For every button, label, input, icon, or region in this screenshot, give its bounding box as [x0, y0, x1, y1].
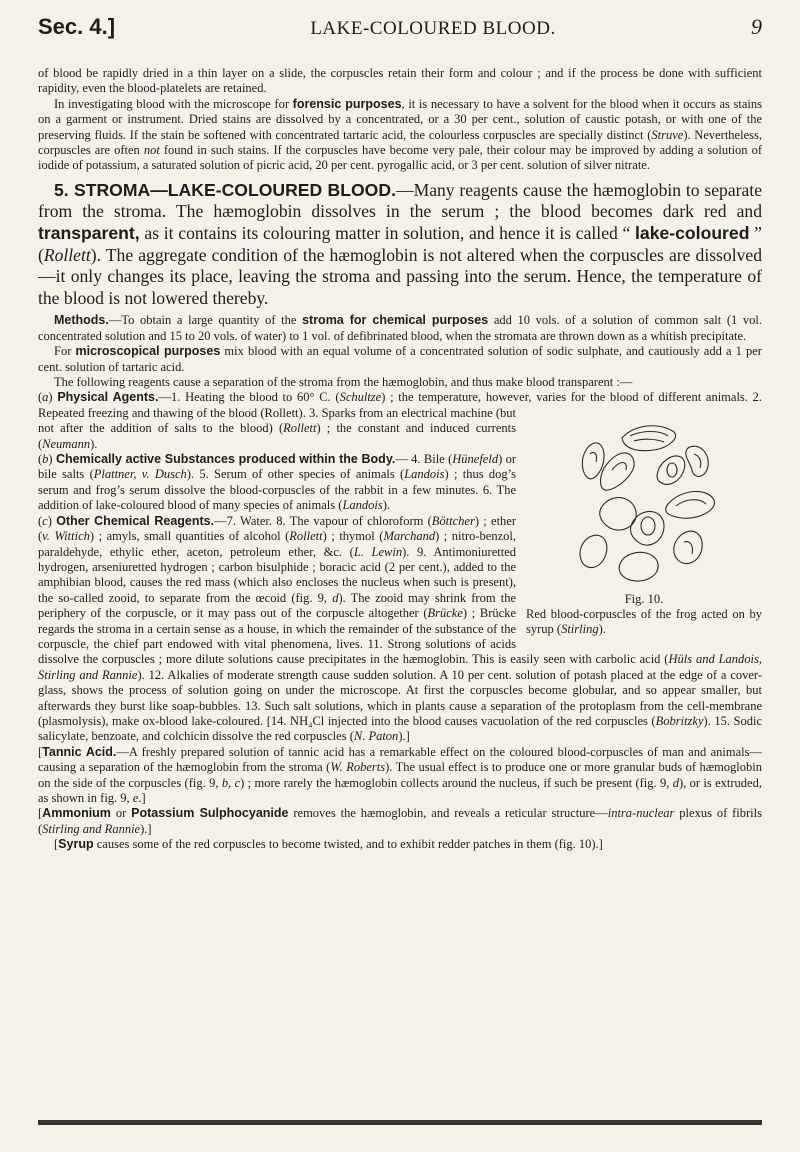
- paragraph-ammonium: [Ammonium or Potassium Sulphocyanide removes the hæmoglobin, and reveals a reticular structure—intra-nuclear plexus of fibrils (Stirling and Rannie).]: [38, 806, 762, 836]
- corpuscle-1: [622, 426, 676, 451]
- book-page: [38, 0, 762, 1152]
- chapter-title: LAKE-COLOURED BLOOD.: [310, 18, 556, 39]
- page-number: 9: [750, 14, 762, 39]
- section-heading-stroma: 5. STROMA—LAKE-COLOURED BLOOD.—Many reagents cause the hæmoglobin to separate from the stroma. The hæmoglobin dissolves in the serum ; the blood becomes dark red and transparent, as it contains its colouring matter in solution, and hence it is called “ lake-coloured ” (Rollett). The aggregate condition of the hæmoglobin is not altered when the corpuscles are dissolved—it only changes its place, leaving the stroma and passing into the serum. Hence, the temperature of the blood is not lowered thereby.: [38, 179, 762, 308]
- paragraph-forensic: In investigating blood with the microscope for forensic purposes, it is necessary to have a solvent for the blood when it occurs as stains on a garment or instrument. Dried stains are dissolved by a concentrated, or a 30 per cent., solution of caustic potash, or with one of the preserving fluids. If the stain be softened with concentrated tartaric acid, the colourless corpuscles are specially distinct (Struve). Nevertheless, corpuscles are often not found in such stains. If the corpuscles have become very pale, their colour may be improved by adding a solution of iodide of potassium, a saturated solution of picric acid, 20 per cent. pyrogallic acid, or 3 per cent. solution of silver nitrate.: [38, 96, 762, 173]
- paragraph-dried-blood: of blood be rapidly dried in a thin layer on a slide, the corpuscles retain their form and colour ; and if the process be done with sufficient rapidity, even the blood-platelets are retained.: [38, 66, 762, 96]
- section-title: 5. STROMA—LAKE-COLOURED BLOOD.: [54, 179, 396, 200]
- corpuscle-4: [657, 456, 685, 484]
- body-text: [38, 66, 762, 853]
- figure-caption: Red blood-corpuscles of the frog acted on by syrup (Stirling).: [526, 606, 762, 637]
- list-item-c: (c) Other Chemical Reagents.—7. Water. 8. The vapour of chloroform (Böttcher) ; ether (v. Wittich) ; amyls, small quantities of alcohol (Rollett) ; thymol (Marchand) ; nitro-benzol, paraldehyde, ethylic ether, aceton, petroleum ether, &c. (L. Lewin). 9. Antimoniuretted hydrogen, arseniuretted hydrogen ; carbon bisulphide ; boracic acid (2 per cent.), added to the amphibian blood, causes the red mass (which also encloses the nucleus when such is present), the so-called zooid, to separate from the œcoid (fig. 9, d). The zooid may shrink from the periphery of the corpuscle, or it may pass out of the corpuscle altogether (Brücke) ; Brücke regards the stroma in a certain sense as a house, in which the remainder of the substance of the corpuscle, the chief part endowed with vital phenomena, lives. 11. Strong solutions of acids dissolve the corpuscles ; more dilute solutions cause precipitates in the hæmoglobin. This is easily seen with carbolic acid (Hüls and Landois, Stirling and Rannie). 12. Alkalies of moderate strength cause sudden solution. A 10 per cent. solution of potash placed at the edge of a cover-glass, shows the process of solution going on under the microscope. At first the corpuscles become globular, and so appear smaller, but afterwards they burst like soap-bubbles. 13. Such salt solutions, which in plants cause a separation of the protoplasm from the cell-membrane (plasmolysis), make ox-blood lake-coloured. [14. NH₄Cl injected into the blood causes vacuolation of the red corpuscles (Bobritzky). 15. Sodic salicylate, benzoate, and colchicin dissolve the red corpuscles (N. Paton).]: [38, 513, 763, 744]
- figure-label: Fig. 10.: [624, 591, 664, 606]
- corpuscle-5: [686, 446, 708, 476]
- paragraph-physical-agents: (a) Physical Agents.—1. Heating the blood to 60° C. (Schultze) ; the temperature, however, varies for the blood of different animals. 2. Repeated freezing and thawing of the blood ( Fig. 10. Red blood-corpuscles of the frog acted on by syrup (Stirling). Rollett). 3. Sparks from an electrical machine (but not after the addition of salts to the blood) (Rollett) ; the constant and induced currents (Neumann). (b) Chemically active Substances produced within the Body.— 4. Bile (Hünefeld) or bile salts (Plattner, v. Dusch). 5. Serum of other species of animals (Landois) ; thus dog’s serum and frog’s serum dissolve the blood-corpuscles of the rabbit in a few minutes. 6. The addition of lake-coloured blood of many species of animals (Landois). (c) Other Chemical Reagents.—7. Water. 8. The vapour of chloroform (Böttcher) ; ether (v. Wittich) ; amyls, small quantities of alcohol (Rollett) ; thymol (Marchand) ; nitro-benzol, paraldehyde, ethylic ether, aceton, petroleum ether, &c. (L. Lewin). 9. Antimoniuretted hydrogen, arseniuretted hydrogen ; carbon bisulphide ; boracic acid (2 per cent.), added to the amphibian blood, causes the red mass (which also encloses the nucleus when such is present), the so-called zooid, to separate from the œcoid (fig. 9, d). The zooid may shrink from the periphery of the corpuscle, or it may pass out of the corpuscle altogether (Brücke) ; Brücke regards the stroma in a certain sense as a house, in which the remainder of the substance of the corpuscle, the chief part endowed with vital phenomena, lives. 11. Strong solutions of acids dissolve the corpuscles ; more dilute solutions cause precipitates in the hæmoglobin. This is easily seen with carbolic acid (Hüls and Landois, Stirling and Rannie). 12. Alkalies of moderate strength cause sudden solution. A 10 per cent. solution of potash placed at the edge of a cover-glass, shows the process of solution going on under the microscope. At first the corpuscles become globular, and so appear smaller, but afterwards they burst like soap-bubbles. 13. Such salt solutions, which in plants cause a separation of the protoplasm from the cell-membrane (plasmolysis), make ox-blood lake-coloured. [14. NH₄Cl injected into the blood causes vacuolation of the red corpuscles (Bobritzky). 15. Sodic salicylate, benzoate, and colchicin dissolve the red corpuscles (N. Paton).]: [38, 390, 763, 744]
- corpuscle-10: [619, 552, 658, 581]
- running-head: [38, 14, 762, 44]
- figure-10: [526, 408, 762, 638]
- paragraph-syrup: [Syrup causes some of the red corpuscles to become twisted, and to exhibit redder patches in them (fig. 10).]: [54, 837, 603, 852]
- corpuscle-7: [666, 491, 715, 518]
- page-bottom-rule: [38, 1120, 762, 1125]
- corpuscle-3: [601, 453, 635, 490]
- paragraph-tannic-acid: [Tannic Acid.—A freshly prepared solution of tannic acid has a remarkable effect on the coloured blood-corpuscles of man and animals—causing a separation of the hæmoglobin from the stroma (W. Roberts). The usual effect is to produce one or more granular buds of hæmoglobin on the side of the corpuscles (fig. 9, b, c) ; more rarely the hæmoglobin collects around the nucleus, if such be present (fig. 9, d), or is extruded, as shown in fig. 9, e.]: [38, 744, 763, 805]
- paragraph-reagents-intro: The following reagents cause a separation of the stroma from the hæmoglobin, and thus make blood transparent :—: [54, 375, 633, 390]
- corpuscle-9: [580, 535, 607, 567]
- section-number: Sec. 4.]: [38, 14, 116, 39]
- paragraph-methods: Methods.—To obtain a large quantity of the stroma for chemical purposes add 10 vols. of a solution of common salt (1 vol. concentrated solution and 15 to 20 vols. of water) to 1 vol. of defibrinated blood, when the stromata are thrown down as a whitish precipitate.: [38, 313, 763, 343]
- paragraph-microscopical: For microscopical purposes mix blood with an equal volume of a concentrated solution of sodic sulphate, and cautiously add a 1 per cent. solution of tartaric acid.: [38, 344, 762, 374]
- frog-corpuscles-illustration: [564, 408, 724, 590]
- list-item-b: (b) Chemically active Substances produced within the Body.— 4. Bile (Hünefeld) or bile salts (Plattner, v. Dusch). 5. Serum of other species of animals (Landois) ; thus dog’s serum and frog’s serum dissolve the blood-corpuscles of the rabbit in a few minutes. 6. The addition of lake-coloured blood of many species of animals (Landois).: [38, 452, 517, 513]
- corpuscle-2: [582, 443, 604, 479]
- corpuscle-11: [674, 531, 702, 563]
